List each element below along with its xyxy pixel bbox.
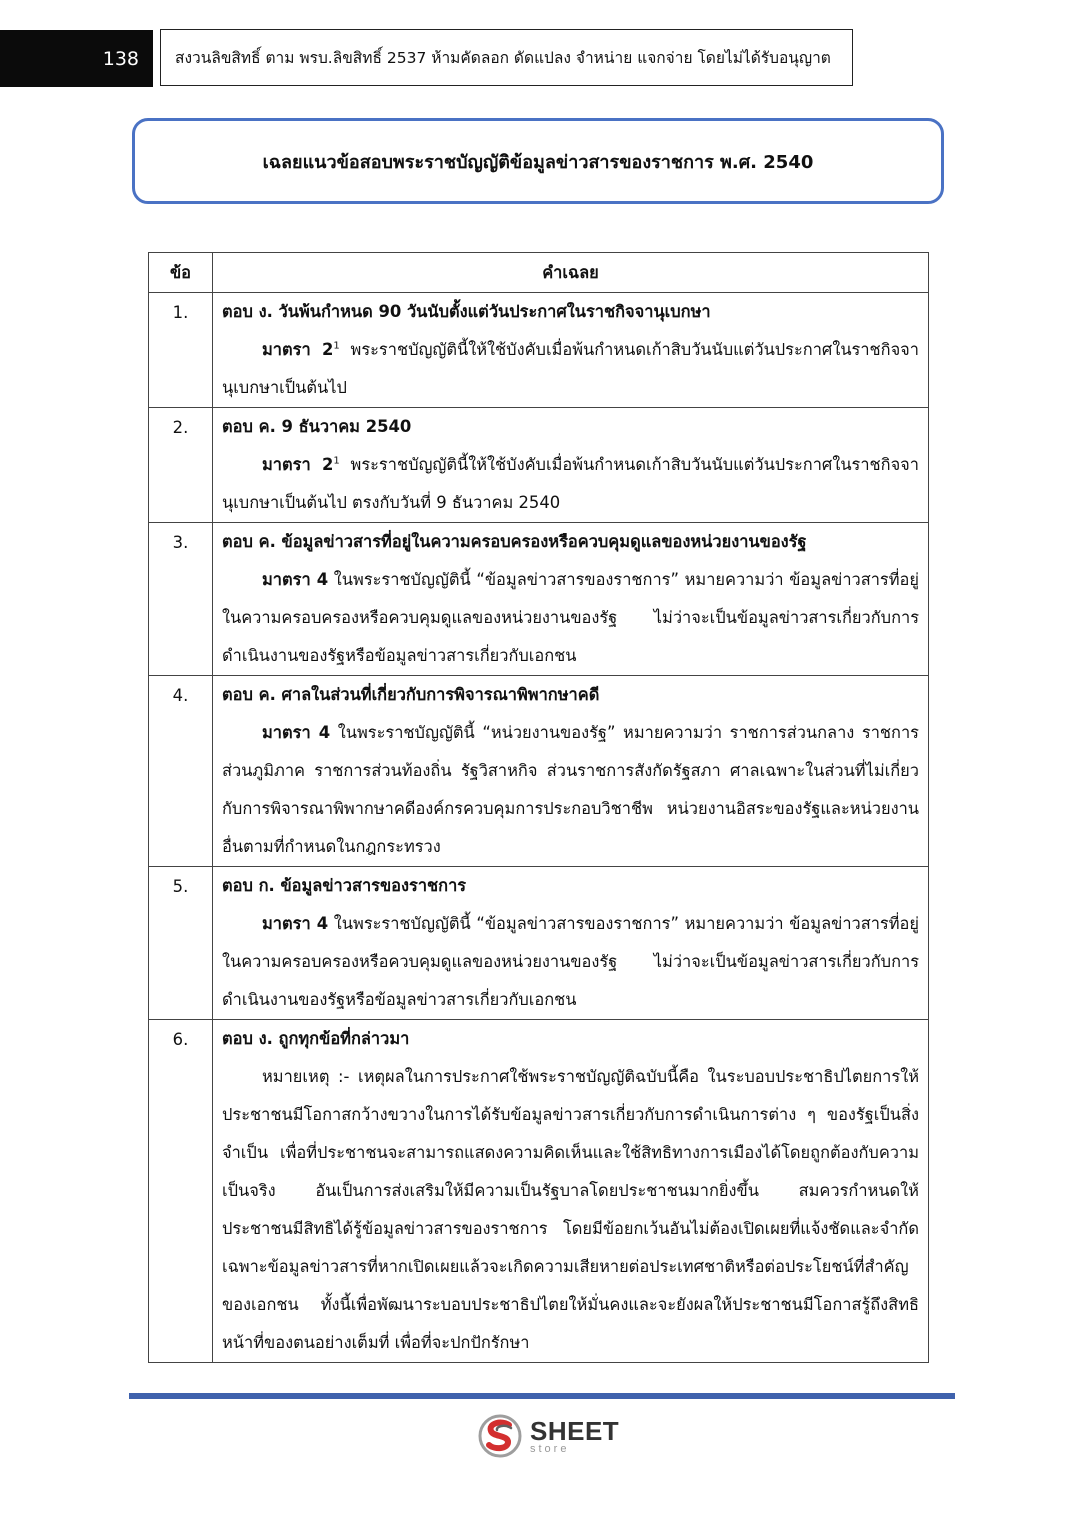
explanation — [222, 331, 919, 407]
row-number: 1. — [149, 293, 213, 408]
table-row — [149, 408, 929, 523]
explanation — [222, 446, 919, 522]
footnote-mark: 1 — [333, 340, 340, 352]
answer-cell — [213, 408, 929, 523]
answer-choice: ตอบ ก. ข้อมูลข่าวสารของราชการ — [222, 876, 467, 895]
column-header-no: ข้อ — [149, 253, 213, 293]
row-number: 5. — [149, 867, 213, 1020]
logo-s-icon — [478, 1414, 522, 1458]
copyright-notice: สงวนลิขสิทธิ์ ตาม พรบ.ลิขสิทธิ์ 2537 ห้ามคัดลอก ดัดแปลง จำหน่าย แจกจ่าย โดยไม่ได้รับอนุญาต — [160, 29, 853, 86]
answer-table — [148, 252, 929, 1363]
row-number: 4. — [149, 676, 213, 867]
table-row — [149, 1020, 929, 1363]
table-row — [149, 293, 929, 408]
answer-choice: ตอบ ค. ข้อมูลข่าวสารที่อยู่ในความครอบครองหรือควบคุมดูแลของหน่วยงานของรัฐ — [222, 532, 807, 551]
row-number: 3. — [149, 523, 213, 676]
table-row — [149, 867, 929, 1020]
page-title: เฉลยแนวข้อสอบพระราชบัญญัติข้อมูลข่าวสารของราชการ พ.ศ. 2540 — [262, 151, 814, 173]
explanation-text: พระราชบัญญัตินี้ให้ใช้บังคับเมื่อพ้นกำหนดเก้าสิบวันนับแต่วันประกาศในราชกิจจานุเบกษาเป็นต้นไป — [222, 340, 919, 397]
sheet-store-logo — [478, 1412, 628, 1460]
footnote-mark: 1 — [333, 455, 340, 467]
section-ref: มาตรา 2 — [262, 455, 334, 474]
footer-rule — [129, 1393, 955, 1399]
answer-cell — [213, 676, 929, 867]
answer-cell — [213, 523, 929, 676]
explanation-text: ในพระราชบัญญัตินี้ “ข้อมูลข่าวสารของราชการ” หมายความว่า ข้อมูลข่าวสารที่อยู่ในความครอบครองหรือควบคุมดูแลของหน่วยงานของรัฐ ไม่ว่าจะเป็นข้อมูลข่าวสารเกี่ยวกับการดำเนินงานของรัฐหรือข้อมูลข่าวสารเกี่ยวกับเอกชน — [222, 914, 919, 1009]
row-number: 2. — [149, 408, 213, 523]
answer-choice: ตอบ ง. วันพ้นกำหนด 90 วันนับตั้งแต่วันประกาศในราชกิจจานุเบกษา — [222, 302, 711, 321]
table-row — [149, 523, 929, 676]
page-title-box — [132, 118, 944, 204]
table-header-row — [149, 253, 929, 293]
logo-text: SHEET — [530, 1415, 620, 1446]
explanation-text: ในพระราชบัญญัตินี้ “ข้อมูลข่าวสารของราชการ” หมายความว่า ข้อมูลข่าวสารที่อยู่ในความครอบครองหรือควบคุมดูแลของหน่วยงานของรัฐ ไม่ว่าจะเป็นข้อมูลข่าวสารเกี่ยวกับการดำเนินงานของรัฐหรือข้อมูลข่าวสารเกี่ยวกับเอกชน — [222, 570, 919, 665]
column-header-answer: คำเฉลย — [213, 253, 929, 293]
section-ref: มาตรา 4 — [262, 723, 331, 742]
answer-cell — [213, 1020, 929, 1363]
explanation — [222, 905, 919, 1019]
explanation — [222, 714, 919, 866]
answer-cell — [213, 867, 929, 1020]
explanation — [222, 1058, 919, 1362]
answer-choice: ตอบ ค. 9 ธันวาคม 2540 — [222, 417, 412, 436]
page-number: 138 — [0, 30, 153, 87]
answer-choice: ตอบ ค. ศาลในส่วนที่เกี่ยวกับการพิจารณาพิพากษาคดี — [222, 685, 600, 704]
table-row — [149, 676, 929, 867]
section-ref: มาตรา 2 — [262, 340, 334, 359]
section-ref: มาตรา 4 — [262, 914, 329, 933]
explanation-text: พระราชบัญญัตินี้ให้ใช้บังคับเมื่อพ้นกำหนดเก้าสิบวันนับแต่วันประกาศในราชกิจจานุเบกษาเป็นต้นไป ตรงกับวันที่ 9 ธันวาคม 2540 — [222, 455, 919, 512]
explanation-text: ในพระราชบัญญัตินี้ “หน่วยงานของรัฐ” หมายความว่า ราชการส่วนกลาง ราชการส่วนภูมิภาค ราชการส่วนท้องถิ่น รัฐวิสาหกิจ ส่วนราชการสังกัดรัฐสภา ศาลเฉพาะในส่วนที่ไม่เกี่ยวกับการพิจารณาพิพากษาคดีองค์กรควบคุมการประกอบวิชาชีพ หน่วยงานอิสระของรัฐและหน่วยงานอื่นตามที่กำหนดในกฎกระทรวง — [222, 723, 919, 856]
answer-cell — [213, 293, 929, 408]
row-number: 6. — [149, 1020, 213, 1363]
explanation — [222, 561, 919, 675]
section-ref: มาตรา 4 — [262, 570, 329, 589]
answer-choice: ตอบ ง. ถูกทุกข้อที่กล่าวมา — [222, 1029, 410, 1048]
logo-subtext: store — [530, 1442, 570, 1455]
explanation-text: หมายเหตุ :- เหตุผลในการประกาศใช้พระราชบัญญัติฉบับนี้คือ ในระบอบประชาธิปไตยการให้ประชาชนมีโอกาสกว้างขวางในการได้รับข้อมูลข่าวสารเกี่ยวกับการดำเนินการต่าง ๆ ของรัฐเป็นสิ่งจำเป็น เพื่อที่ประชาชนจะสามารถแสดงความคิดเห็นและใช้สิทธิทางการเมืองได้โดยถูกต้องกับความเป็นจริง อันเป็นการส่งเสริมให้มีความเป็นรัฐบาลโดยประชาชนมากยิ่งขึ้น สมควรกำหนดให้ประชาชนมีสิทธิได้รู้ข้อมูลข่าวสารของราชการ โดยมีข้อยกเว้นอันไม่ต้องเปิดเผยที่แจ้งชัดและจำกัดเฉพาะข้อมูลข่าวสารที่หากเปิดเผยแล้วจะเกิดความเสียหายต่อประเทศชาติหรือต่อประโยชน์ที่สำคัญของเอกชน ทั้งนี้เพื่อพัฒนาระบอบประชาธิปไตยให้มั่นคงและจะยังผลให้ประชาชนมีโอกาสรู้ถึงสิทธิหน้าที่ของตนอย่างเต็มที่ เพื่อที่จะปกปักรักษา — [222, 1067, 919, 1352]
